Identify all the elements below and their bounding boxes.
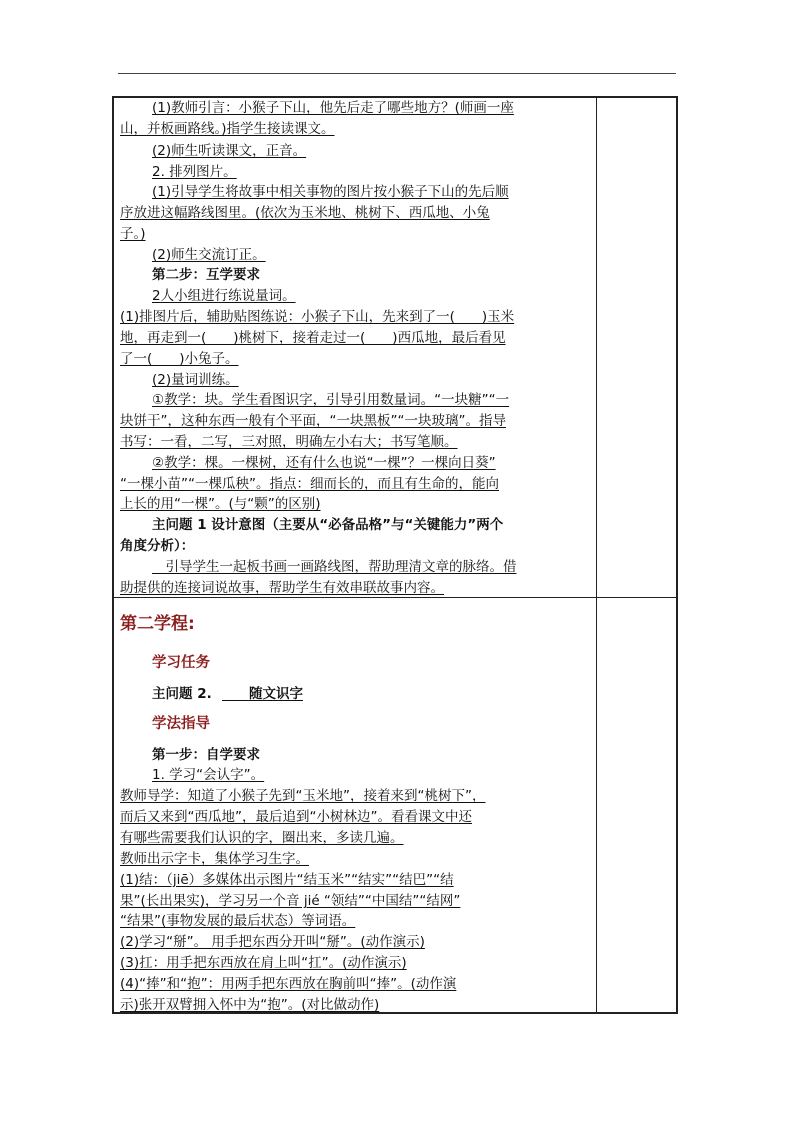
text-line: 有哪些需要我们认识的字，圈出来，多读几遍。 — [120, 830, 404, 846]
main-question-label: 主问题 2. — [152, 686, 212, 702]
text-line: (1)结：（jiē）多媒体出示图片“结玉米”“结实”“结巴”“结 — [120, 872, 454, 888]
text-line: 书写：一看，二写，三对照，明确左小右大；书写笔顺。 — [120, 434, 458, 450]
text-line: 助提供的连接词说故事，帮助学生有效串联故事内容。 — [120, 580, 444, 596]
step-heading: 第二步：互学要求 — [152, 267, 260, 283]
table-column-divider — [596, 96, 597, 1014]
text-line: 而后又来到“西瓜地”，最后追到“小树林边”。看看课文中还 — [120, 809, 472, 825]
method-heading: 学法指导 — [152, 716, 210, 732]
text-line: ①教学：块。学生看图识字，引导引用数量词。“一块糖”“一 — [152, 392, 510, 408]
text-line: 教师导学：知道了小猴子先到“玉米地”，接着来到“桃树下”， — [120, 788, 486, 804]
section-title: 第二学程: — [120, 614, 195, 634]
text-line: 2. 排列图片。 — [152, 164, 237, 180]
text-line: 山，并板画路线。)指学生接读课文。 — [120, 121, 335, 137]
text-line: “结果”(事物发展的最后状态）等词语。 — [120, 913, 356, 929]
text-line: “一棵小苗”“一棵瓜秧”。指点：细而长的，而且有生命的，能向 — [120, 476, 499, 492]
header-rule — [118, 73, 676, 74]
design-intent-heading: 主问题 1 设计意图（主要从“必备品格”与“关键能力”两个 — [152, 517, 504, 533]
text-line: (2)量词训练。 — [152, 372, 239, 388]
text-line: 示)张开双臂拥入怀中为“抱”。(对比做动作) — [120, 997, 380, 1013]
main-question-value: 随文识字 — [222, 686, 303, 702]
text-line: 子。) — [120, 226, 146, 242]
table-row-divider — [112, 597, 678, 598]
text-line: 地，再走到一( )桃树下，接着走过一( )西瓜地，最后看见 — [120, 330, 506, 346]
text-line: 了一( )小兔子。 — [120, 351, 239, 367]
text-line: 块饼干”，这种东西一般有个平面，“一块黑板”“一块玻璃”。指导 — [120, 413, 506, 429]
task-heading: 学习任务 — [152, 655, 210, 671]
text-line: (2)师生交流订正。 — [152, 247, 266, 263]
text-line: 2人小组进行练说量词。 — [152, 288, 296, 304]
text-line: 1. 学习“会认字”。 — [152, 767, 265, 783]
text-line: (4)“捧”和“抱”：用两手把东西放在胸前叫“捧”。(动作演 — [120, 976, 457, 992]
text-line: (1)引导学生将故事中相关事物的图片按小猴子下山的先后顺 — [152, 184, 509, 200]
text-line: 教师出示字卡，集体学习生字。 — [120, 851, 309, 867]
text-line: (2)学习“掰”。 用手把东西分开叫“掰”。(动作演示) — [120, 934, 425, 950]
text-line: 序放进这幅路线图里。(依次为玉米地、桃树下、西瓜地、小兔 — [120, 205, 490, 221]
step-heading: 第一步：自学要求 — [152, 747, 260, 763]
text-line: 上长的用“一棵”。(与“颗”的区别) — [120, 496, 321, 512]
design-intent-heading-cont: 角度分析）： — [120, 538, 195, 554]
text-line: ②教学：棵。一棵树，还有什么也说“一棵”？一棵向日葵” — [152, 455, 496, 471]
text-line: (2)师生听读课文，正音。 — [152, 143, 307, 159]
text-line: (3)扛：用手把东西放在肩上叫“扛”。(动作演示) — [120, 955, 407, 971]
text-line: 引导学生一起板书画一画路线图，帮助理清文章的脉络。借 — [152, 559, 517, 575]
text-line: 果”(长出果实)，学习另一个音 jié “领结”“中国结”“结网” — [120, 893, 461, 909]
text-line: (1)排图片后，辅助贴图练说：小猴子下山，先来到了一( )玉米 — [120, 309, 515, 325]
text-line: (1)教师引言：小猴子下山，他先后走了哪些地方？(师画一座 — [152, 100, 514, 116]
